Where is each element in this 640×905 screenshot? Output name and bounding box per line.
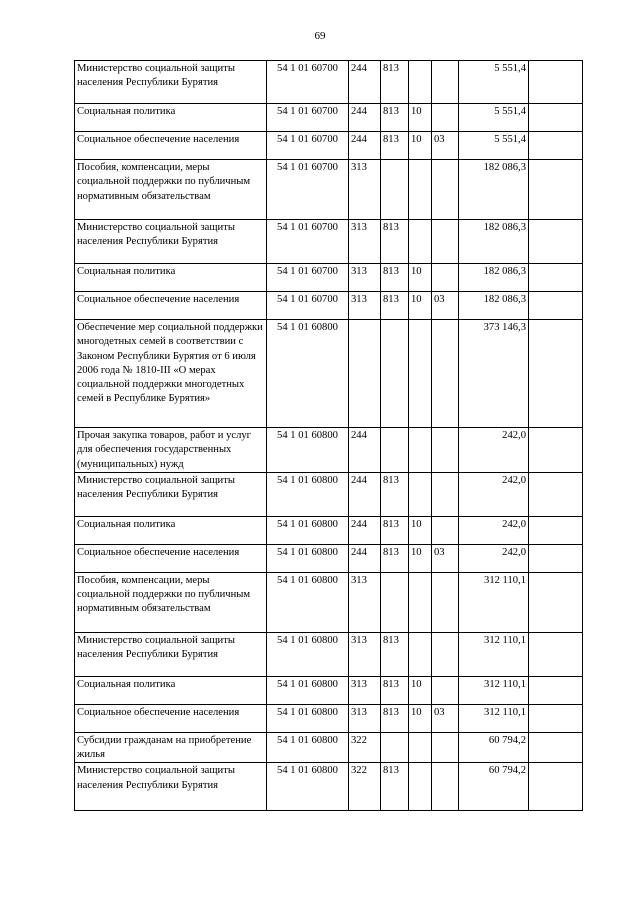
expense-name-cell: Социальная политика	[75, 264, 267, 292]
administrator-code-cell	[381, 160, 409, 220]
amount-cell: 5 551,4	[459, 132, 529, 160]
expense-type-cell: 244	[349, 428, 381, 473]
administrator-code-cell: 813	[381, 104, 409, 132]
expense-type-cell: 244	[349, 516, 381, 544]
subsection-code-cell	[432, 732, 459, 763]
section-code-cell	[409, 572, 432, 632]
administrator-code-cell	[381, 320, 409, 428]
subsection-code-cell	[432, 160, 459, 220]
page-number: 69	[314, 30, 326, 42]
empty-cell	[529, 428, 583, 473]
empty-cell	[529, 104, 583, 132]
target-article-code-cell: 54 1 01 60700	[267, 264, 349, 292]
expense-name-cell: Социальное обеспечение населения	[75, 704, 267, 732]
subsection-code-cell	[432, 763, 459, 811]
section-code-cell	[409, 220, 432, 264]
amount-cell: 60 794,2	[459, 763, 529, 811]
empty-cell	[529, 516, 583, 544]
amount-cell: 182 086,3	[459, 220, 529, 264]
subsection-code-cell: 03	[432, 292, 459, 320]
expense-name-cell: Социальное обеспечение населения	[75, 292, 267, 320]
expense-type-cell: 313	[349, 160, 381, 220]
administrator-code-cell: 813	[381, 61, 409, 104]
target-article-code-cell: 54 1 01 60700	[267, 104, 349, 132]
target-article-code-cell: 54 1 01 60700	[267, 292, 349, 320]
empty-cell	[529, 572, 583, 632]
subsection-code-cell	[432, 428, 459, 473]
administrator-code-cell	[381, 572, 409, 632]
table-row	[75, 320, 583, 428]
subsection-code-cell	[432, 61, 459, 104]
expense-name-cell: Министерство социальной защиты населения Республики Бурятия	[75, 472, 267, 516]
table-row	[75, 104, 583, 132]
expense-type-cell: 244	[349, 104, 381, 132]
amount-cell: 5 551,4	[459, 104, 529, 132]
table-row	[75, 732, 583, 763]
amount-cell: 182 086,3	[459, 264, 529, 292]
amount-cell: 242,0	[459, 544, 529, 572]
target-article-code-cell: 54 1 01 60800	[267, 516, 349, 544]
amount-cell: 182 086,3	[459, 160, 529, 220]
expense-name-cell: Социальная политика	[75, 516, 267, 544]
expense-type-cell	[349, 320, 381, 428]
target-article-code-cell: 54 1 01 60800	[267, 632, 349, 676]
expense-name-cell: Прочая закупка товаров, работ и услуг для обеспечения государственных (муниципальных) нужд	[75, 428, 267, 473]
administrator-code-cell: 813	[381, 472, 409, 516]
table-row	[75, 704, 583, 732]
empty-cell	[529, 264, 583, 292]
administrator-code-cell: 813	[381, 676, 409, 704]
subsection-code-cell: 03	[432, 132, 459, 160]
empty-cell	[529, 132, 583, 160]
target-article-code-cell: 54 1 01 60800	[267, 544, 349, 572]
amount-cell: 312 110,1	[459, 632, 529, 676]
empty-cell	[529, 160, 583, 220]
table-row	[75, 572, 583, 632]
expense-name-cell: Субсидии гражданам на приобретение жилья	[75, 732, 267, 763]
table-row	[75, 632, 583, 676]
target-article-code-cell: 54 1 01 60800	[267, 763, 349, 811]
expense-name-cell: Социальная политика	[75, 104, 267, 132]
target-article-code-cell: 54 1 01 60700	[267, 220, 349, 264]
section-code-cell: 10	[409, 544, 432, 572]
expense-name-cell: Социальное обеспечение населения	[75, 132, 267, 160]
empty-cell	[529, 732, 583, 763]
table-row	[75, 544, 583, 572]
expense-name-cell: Пособия, компенсации, меры социальной поддержки по публичным нормативным обязательствам	[75, 160, 267, 220]
expense-name-cell: Министерство социальной защиты населения Республики Бурятия	[75, 632, 267, 676]
administrator-code-cell: 813	[381, 132, 409, 160]
expense-name-cell: Пособия, компенсации, меры социальной поддержки по публичным нормативным обязательствам	[75, 572, 267, 632]
target-article-code-cell: 54 1 01 60700	[267, 160, 349, 220]
target-article-code-cell: 54 1 01 60700	[267, 132, 349, 160]
target-article-code-cell: 54 1 01 60800	[267, 428, 349, 473]
target-article-code-cell: 54 1 01 60800	[267, 472, 349, 516]
section-code-cell: 10	[409, 264, 432, 292]
expense-type-cell: 244	[349, 544, 381, 572]
amount-cell: 373 146,3	[459, 320, 529, 428]
expense-type-cell: 313	[349, 264, 381, 292]
section-code-cell	[409, 160, 432, 220]
empty-cell	[529, 472, 583, 516]
empty-cell	[529, 704, 583, 732]
section-code-cell	[409, 472, 432, 516]
empty-cell	[529, 292, 583, 320]
table-row	[75, 220, 583, 264]
section-code-cell	[409, 320, 432, 428]
subsection-code-cell: 03	[432, 544, 459, 572]
target-article-code-cell: 54 1 01 60800	[267, 732, 349, 763]
table-row	[75, 763, 583, 811]
expense-type-cell: 313	[349, 676, 381, 704]
target-article-code-cell: 54 1 01 60800	[267, 704, 349, 732]
section-code-cell: 10	[409, 676, 432, 704]
empty-cell	[529, 544, 583, 572]
expense-name-cell: Министерство социальной защиты населения Республики Бурятия	[75, 763, 267, 811]
section-code-cell	[409, 61, 432, 104]
expense-type-cell: 244	[349, 472, 381, 516]
section-code-cell: 10	[409, 132, 432, 160]
expense-type-cell: 313	[349, 704, 381, 732]
administrator-code-cell	[381, 732, 409, 763]
expense-type-cell: 313	[349, 220, 381, 264]
administrator-code-cell: 813	[381, 264, 409, 292]
target-article-code-cell: 54 1 01 60800	[267, 320, 349, 428]
table-row	[75, 160, 583, 220]
section-code-cell: 10	[409, 292, 432, 320]
section-code-cell: 10	[409, 104, 432, 132]
target-article-code-cell: 54 1 01 60800	[267, 676, 349, 704]
administrator-code-cell	[381, 428, 409, 473]
amount-cell: 312 110,1	[459, 676, 529, 704]
amount-cell: 312 110,1	[459, 572, 529, 632]
expense-name-cell: Обеспечение мер социальной поддержки многодетных семей в соответствии с Законом Республики Бурятия от 6 июля 2006 года № 1810-III «О мерах социальной поддержки многодетных семей в Республике Бурятия»	[75, 320, 267, 428]
expense-name-cell: Социальное обеспечение населения	[75, 544, 267, 572]
subsection-code-cell	[432, 572, 459, 632]
budget-table	[74, 60, 583, 811]
administrator-code-cell: 813	[381, 220, 409, 264]
expense-type-cell: 313	[349, 632, 381, 676]
target-article-code-cell: 54 1 01 60800	[267, 572, 349, 632]
administrator-code-cell: 813	[381, 516, 409, 544]
amount-cell: 242,0	[459, 516, 529, 544]
subsection-code-cell	[432, 516, 459, 544]
administrator-code-cell: 813	[381, 632, 409, 676]
section-code-cell	[409, 732, 432, 763]
empty-cell	[529, 320, 583, 428]
subsection-code-cell	[432, 472, 459, 516]
section-code-cell	[409, 763, 432, 811]
administrator-code-cell: 813	[381, 704, 409, 732]
expense-type-cell: 244	[349, 61, 381, 104]
subsection-code-cell: 03	[432, 704, 459, 732]
amount-cell: 5 551,4	[459, 61, 529, 104]
empty-cell	[529, 676, 583, 704]
expense-name-cell: Министерство социальной защиты населения Республики Бурятия	[75, 220, 267, 264]
expense-name-cell: Социальная политика	[75, 676, 267, 704]
budget-table-body	[75, 61, 583, 811]
target-article-code-cell: 54 1 01 60700	[267, 61, 349, 104]
empty-cell	[529, 632, 583, 676]
subsection-code-cell	[432, 676, 459, 704]
table-row	[75, 676, 583, 704]
administrator-code-cell: 813	[381, 292, 409, 320]
subsection-code-cell	[432, 632, 459, 676]
table-row	[75, 61, 583, 104]
table-row	[75, 264, 583, 292]
section-code-cell	[409, 428, 432, 473]
administrator-code-cell: 813	[381, 544, 409, 572]
expense-type-cell: 322	[349, 763, 381, 811]
empty-cell	[529, 61, 583, 104]
expense-type-cell: 313	[349, 292, 381, 320]
expense-type-cell: 322	[349, 732, 381, 763]
amount-cell: 60 794,2	[459, 732, 529, 763]
section-code-cell: 10	[409, 516, 432, 544]
subsection-code-cell	[432, 220, 459, 264]
section-code-cell: 10	[409, 704, 432, 732]
administrator-code-cell: 813	[381, 763, 409, 811]
table-row	[75, 428, 583, 473]
table-row	[75, 516, 583, 544]
amount-cell: 312 110,1	[459, 704, 529, 732]
subsection-code-cell	[432, 264, 459, 292]
table-row	[75, 472, 583, 516]
empty-cell	[529, 220, 583, 264]
amount-cell: 242,0	[459, 472, 529, 516]
table-row	[75, 292, 583, 320]
expense-name-cell: Министерство социальной защиты населения Республики Бурятия	[75, 61, 267, 104]
expense-type-cell: 244	[349, 132, 381, 160]
section-code-cell	[409, 632, 432, 676]
amount-cell: 242,0	[459, 428, 529, 473]
table-row	[75, 132, 583, 160]
expense-type-cell: 313	[349, 572, 381, 632]
subsection-code-cell	[432, 104, 459, 132]
amount-cell: 182 086,3	[459, 292, 529, 320]
empty-cell	[529, 763, 583, 811]
subsection-code-cell	[432, 320, 459, 428]
